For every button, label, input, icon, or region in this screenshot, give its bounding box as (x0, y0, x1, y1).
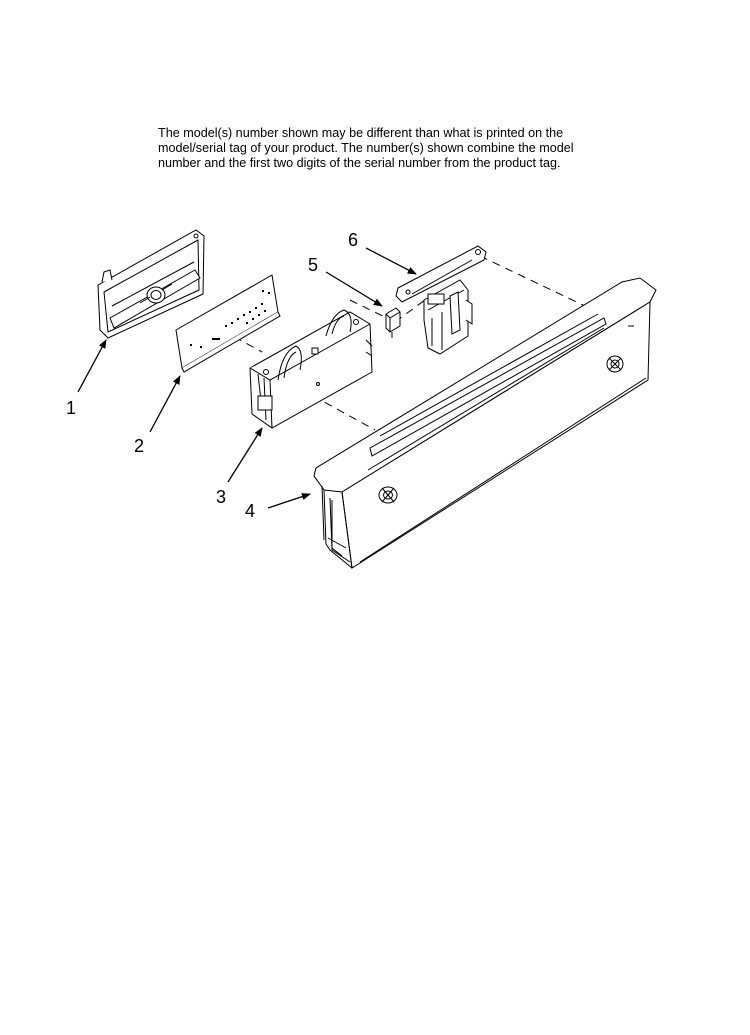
part-6-latch (396, 246, 486, 354)
callout-arrow-6 (366, 248, 416, 274)
callout-arrow-5 (326, 272, 382, 306)
callout-arrow-4 (268, 494, 310, 508)
callout-2-label: 2 (134, 436, 145, 456)
callout-5-label: 5 (308, 255, 319, 275)
part-3-housing-box (250, 310, 372, 428)
callout-arrow-3 (228, 428, 262, 482)
callout-3-label: 3 (216, 487, 227, 507)
part-1-cover-bracket (98, 230, 204, 338)
callout-4-label: 4 (245, 501, 256, 521)
notice-line-3: number and the first two digits of the serial number from the product tag. (158, 156, 561, 170)
callout-arrow-1 (78, 340, 106, 392)
part-5-connector (386, 308, 400, 338)
notice-line-1: The model(s) number shown may be different than what is printed on the (158, 126, 564, 140)
notice-line-2: model/serial tag of your product. The number(s) shown combine the model (158, 141, 574, 155)
callout-arrow-2 (150, 376, 180, 432)
callout-1-label: 1 (66, 398, 77, 418)
callout-6-label: 6 (348, 230, 359, 250)
